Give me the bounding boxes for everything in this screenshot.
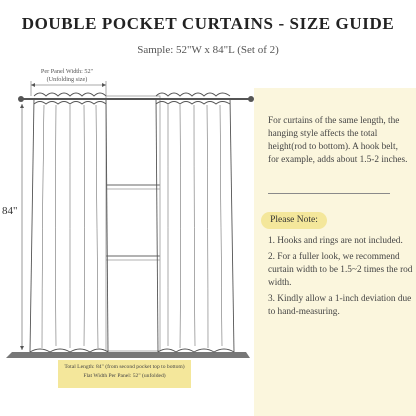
page-title: DOUBLE POCKET CURTAINS - SIZE GUIDE — [21, 14, 395, 33]
height-arrow-top — [20, 104, 24, 108]
note-item: 3. Kindly allow a 1-inch deviation due to hand-measuring. — [268, 294, 412, 317]
rod-finial-right — [248, 96, 254, 102]
unfolding-size-text: (Unfolding size) — [46, 76, 88, 83]
height-arrow-bottom — [20, 346, 24, 350]
panel-width-label — [30, 68, 104, 84]
height-label: 84" — [2, 205, 18, 217]
hanging-style-info: For curtains of the same length, the hanging style affects the total height(rod to bottom). A hook belt, for example, adds about 1.5-2 inches. — [268, 116, 408, 165]
rod-finial-left — [18, 96, 24, 102]
floor-rug — [6, 352, 250, 358]
panel-width-text: Per Panel Width: 52" — [40, 68, 94, 75]
left-curtain-panel — [30, 93, 108, 352]
notes-list — [268, 235, 414, 322]
dimension-note-text — [58, 363, 191, 381]
right-curtain-panel — [156, 93, 234, 352]
note-item: 2. For a fuller look, we recommend curtain width to be 1.5~2 times the rod width. — [268, 252, 413, 288]
total-length-note: Total Length: 84" (from second pocket top to bottom) — [64, 364, 185, 370]
info-divider — [268, 193, 390, 194]
please-note-badge: Please Note: — [261, 212, 327, 229]
window-frame — [106, 96, 160, 351]
note-item: 1. Hooks and rings are not included. — [268, 236, 403, 246]
page-subtitle: Sample: 52"W x 84"L (Set of 2) — [137, 44, 279, 56]
flat-width-note: Flat Width Per Panel: 52" (unfolded) — [83, 373, 166, 379]
